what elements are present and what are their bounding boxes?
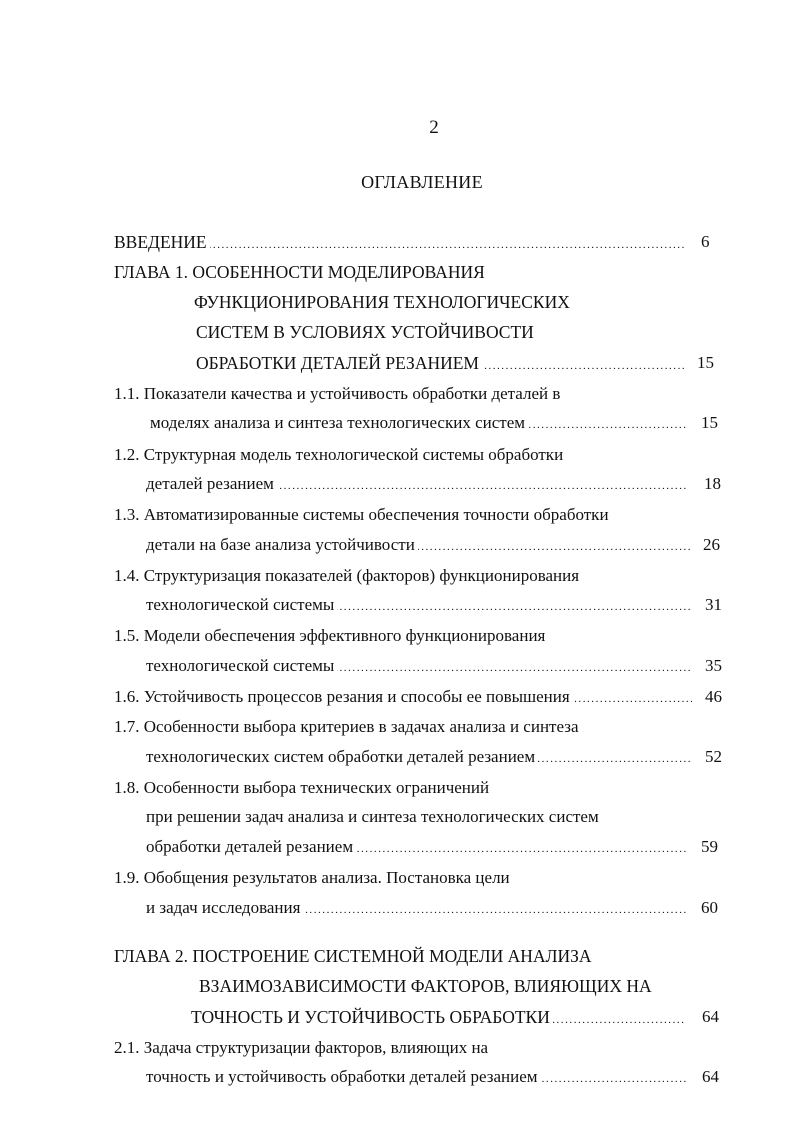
toc-entry-1-4-cont: . . . технологической системы <box>146 592 692 618</box>
toc-entry-2-1[interactable]: 2.1. Задача структуризации факторов, влияющих на <box>114 1038 489 1057</box>
toc-entry-1-6[interactable]: . . . 1.6. Устойчивость процессов резания и способы ее повышения <box>114 684 692 710</box>
toc-entry-1-8-cont: . . . обработки деталей резанием <box>146 834 686 860</box>
toc-entry-1-9-cont: . . . и задач исследования <box>146 895 686 921</box>
toc-page-number: 64 <box>702 1007 719 1026</box>
toc-entry-2-1-cont: . . . точность и устойчивость обработки деталей резанием <box>146 1064 686 1090</box>
toc-chapter-2-line[interactable]: ГЛАВА 2. ПОСТРОЕНИЕ СИСТЕМНОЙ МОДЕЛИ АНАЛИЗА <box>114 946 592 966</box>
toc-entry-1-3[interactable]: 1.3. Автоматизированные системы обеспечения точности обработки <box>114 505 609 524</box>
toc-page-number: 60 <box>701 898 718 917</box>
toc-entry-1-4[interactable]: 1.4. Структуризация показателей (факторов) функционирования <box>114 566 580 585</box>
toc-entry-1-8-cont: при решении задач анализа и синтеза технологических систем <box>146 807 599 826</box>
toc-entry-1-7[interactable]: 1.7. Особенности выбора критериев в задачах анализа и синтеза <box>114 717 579 736</box>
toc-page-number: 46 <box>705 687 722 706</box>
toc-page-number: 18 <box>704 474 721 493</box>
toc-entry-1-3-cont: . . . детали на базе анализа устойчивости <box>146 532 692 558</box>
toc-page-number: 64 <box>702 1067 719 1086</box>
toc-page-number: 6 <box>701 232 710 251</box>
toc-chapter-1-line[interactable]: ГЛАВА 1. ОСОБЕННОСТИ МОДЕЛИРОВАНИЯ <box>114 262 485 282</box>
toc-entry-1-2[interactable]: 1.2. Структурная модель технологической системы обработки <box>114 445 564 464</box>
page-number: 2 <box>429 117 439 138</box>
toc-chapter-1-line: ФУНКЦИОНИРОВАНИЯ ТЕХНОЛОГИЧЕСКИХ <box>194 292 570 312</box>
toc-entry-1-8[interactable]: 1.8. Особенности выбора технических ограничений <box>114 778 490 797</box>
toc-entry-1-7-cont: . . . технологических систем обработки деталей резанием <box>146 744 692 770</box>
toc-entry-1-5[interactable]: 1.5. Модели обеспечения эффективного функционирования <box>114 626 546 645</box>
toc-entry-intro[interactable] <box>114 229 684 255</box>
toc-page-number: 35 <box>705 656 722 675</box>
toc-page-number: 15 <box>701 413 718 432</box>
toc-page-number: 26 <box>703 535 720 554</box>
toc-chapter-2-line: . . . ТОЧНОСТЬ И УСТОЙЧИВОСТЬ ОБРАБОТКИ <box>191 1004 685 1030</box>
toc-entry-1-9[interactable]: 1.9. Обобщения результатов анализа. Постановка цели <box>114 868 510 887</box>
toc-title: ОГЛАВЛЕНИЕ <box>361 172 483 192</box>
toc-chapter-2-line: ВЗАИМОЗАВИСИМОСТИ ФАКТОРОВ, ВЛИЯЮЩИХ НА <box>199 976 652 996</box>
toc-entry-1-2-cont: . . . деталей резанием <box>146 471 686 497</box>
toc-chapter-1-line: СИСТЕМ В УСЛОВИЯХ УСТОЙЧИВОСТИ <box>196 322 534 342</box>
toc-page-number: 59 <box>701 837 718 856</box>
toc-entry-1-1[interactable]: 1.1. Показатели качества и устойчивость обработки деталей в <box>114 384 561 403</box>
toc-page-number: 31 <box>705 595 722 614</box>
toc-entry-1-5-cont: . . . технологической системы <box>146 653 692 679</box>
toc-entry-label: ВВЕДЕНИЕ <box>114 229 210 255</box>
toc-entry-1-1-cont: . . . моделях анализа и синтеза технологических систем <box>150 410 686 436</box>
toc-page-number: 15 <box>697 353 714 372</box>
toc-chapter-1-line: . . . ОБРАБОТКИ ДЕТАЛЕЙ РЕЗАНИЕМ <box>196 350 686 376</box>
toc-page-number: 52 <box>705 747 722 766</box>
